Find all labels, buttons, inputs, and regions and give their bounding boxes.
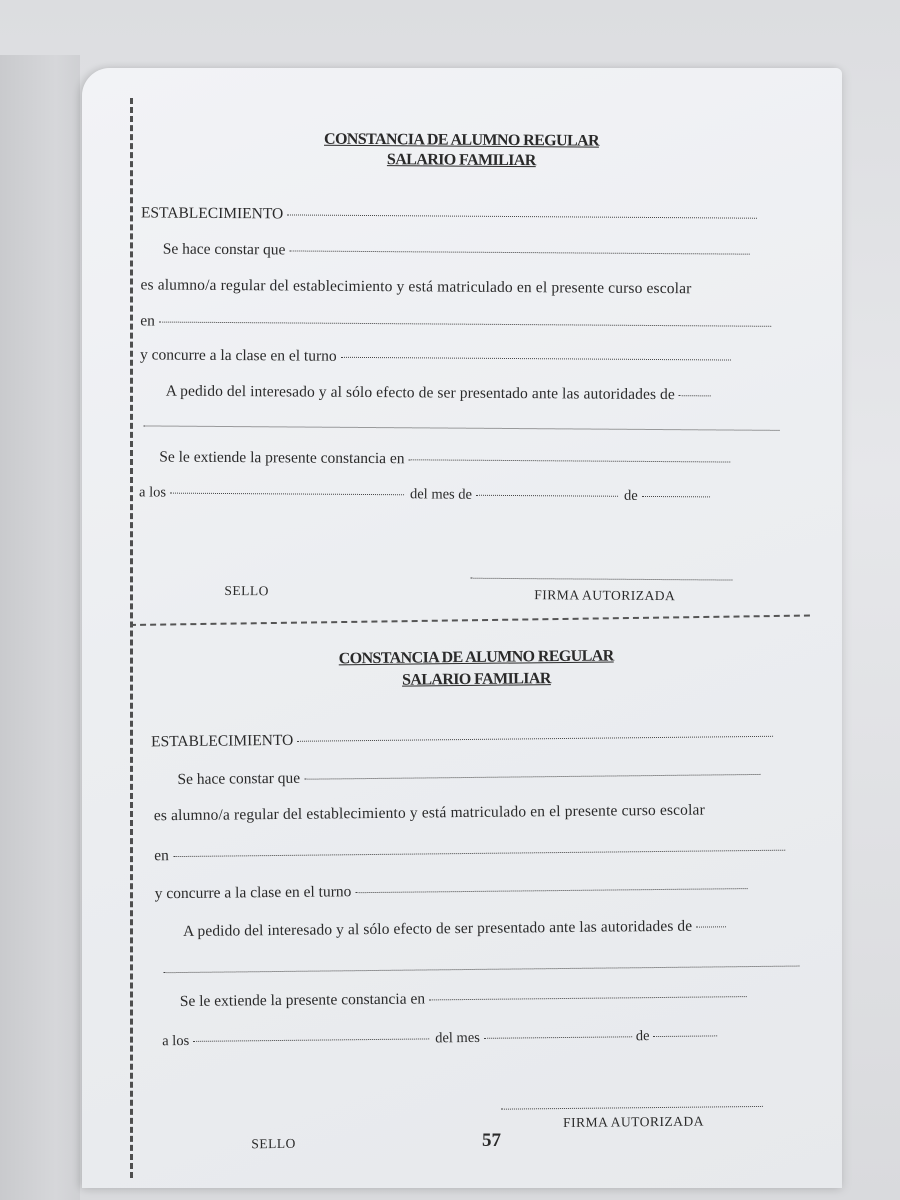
concurre-label: y concurre a la clase en el turno	[154, 883, 352, 903]
concurre-label: y concurre a la clase en el turno	[139, 346, 337, 365]
del-mes-label: del mes	[435, 1029, 480, 1047]
firma-line[interactable]	[470, 577, 732, 581]
extiende-label: Se le extiende la presente constancia en	[159, 448, 405, 468]
es-alumno-row	[140, 276, 691, 298]
extiende-row	[159, 449, 730, 471]
lugar-field[interactable]	[409, 458, 731, 462]
hace-constar-label: Se hace constar que	[177, 769, 301, 789]
es-alumno-text: es alumno/a regular del establecimiento y está matriculado en el presente curso escolar	[153, 801, 705, 825]
es-alumno-row	[154, 802, 705, 826]
autoridades-field-cont[interactable]	[163, 965, 799, 974]
form-title-line1: CONSTANCIA DE ALUMNO REGULAR	[338, 647, 614, 668]
en-row	[140, 312, 771, 334]
form-title-line1: CONSTANCIA DE ALUMNO REGULAR	[323, 130, 600, 150]
hace-constar-field[interactable]	[289, 249, 749, 254]
pedido-text: A pedido del interesado y al sólo efecto de ser presentado ante las autoridades de	[182, 917, 693, 940]
autoridades-field-cont[interactable]	[143, 424, 779, 430]
hace-constar-field[interactable]	[304, 773, 760, 780]
document-page	[82, 68, 842, 1188]
establecimiento-label: ESTABLECIMIENTO	[150, 731, 294, 751]
establecimiento-row	[151, 727, 773, 752]
dia-field[interactable]	[170, 492, 404, 496]
turno-field[interactable]	[341, 356, 731, 361]
hace-constar-label: Se hace constar que	[162, 240, 286, 259]
es-alumno-text: es alumno/a regular del establecimiento y está matriculado en el presente curso escolar	[140, 276, 692, 298]
del-mes-label: del mes de	[409, 486, 473, 503]
hace-constar-row	[163, 241, 750, 263]
mes-field[interactable]	[476, 494, 618, 497]
extiende-label: Se le extiende la presente constancia en	[179, 990, 426, 1011]
firma-label: FIRMA AUTORIZADA	[534, 587, 676, 604]
hace-constar-row	[177, 765, 760, 789]
pedido-row	[183, 917, 726, 941]
en-label: en	[140, 312, 155, 330]
fecha-row	[139, 484, 710, 505]
concurre-row	[155, 879, 748, 903]
en-field[interactable]	[159, 321, 771, 327]
concurre-row	[140, 346, 731, 368]
fecha-row	[162, 1027, 718, 1050]
anio-field[interactable]	[654, 1034, 718, 1037]
establecimiento-row	[141, 204, 757, 226]
autoridades-field[interactable]	[679, 394, 711, 396]
sello-label: SELLO	[224, 583, 269, 599]
establecimiento-field[interactable]	[297, 735, 773, 742]
perforation-line-vertical	[130, 98, 133, 1178]
firma-label: FIRMA AUTORIZADA	[562, 1113, 705, 1131]
en-row	[154, 841, 785, 866]
form-title-line2: SALARIO FAMILIAR	[401, 670, 551, 689]
pedido-row	[166, 383, 711, 405]
a-los-label: a los	[138, 484, 167, 501]
a-los-label: a los	[162, 1032, 190, 1050]
extiende-row	[180, 987, 747, 1011]
en-field[interactable]	[173, 849, 785, 857]
page-number: 57	[482, 1130, 501, 1151]
sello-label: SELLO	[251, 1135, 296, 1152]
perforation-line-horizontal	[130, 615, 810, 626]
de-label: de	[623, 487, 638, 504]
form-top	[82, 68, 842, 604]
firma-line[interactable]	[501, 1105, 763, 1110]
mes-field[interactable]	[484, 1035, 632, 1039]
autoridades-field[interactable]	[696, 925, 726, 927]
establecimiento-field[interactable]	[287, 213, 757, 218]
dia-field[interactable]	[193, 1037, 429, 1041]
facing-page-edge	[0, 55, 80, 1200]
pedido-text: A pedido del interesado y al sólo efecto de ser presentado ante las autoridades de	[165, 382, 675, 404]
establecimiento-label: ESTABLECIMIENTO	[140, 204, 284, 223]
anio-field[interactable]	[642, 495, 710, 497]
de-label: de	[635, 1028, 650, 1045]
en-label: en	[154, 847, 169, 865]
form-title-line2: SALARIO FAMILIAR	[386, 151, 536, 170]
turno-field[interactable]	[355, 887, 747, 893]
lugar-field[interactable]	[429, 995, 747, 1000]
